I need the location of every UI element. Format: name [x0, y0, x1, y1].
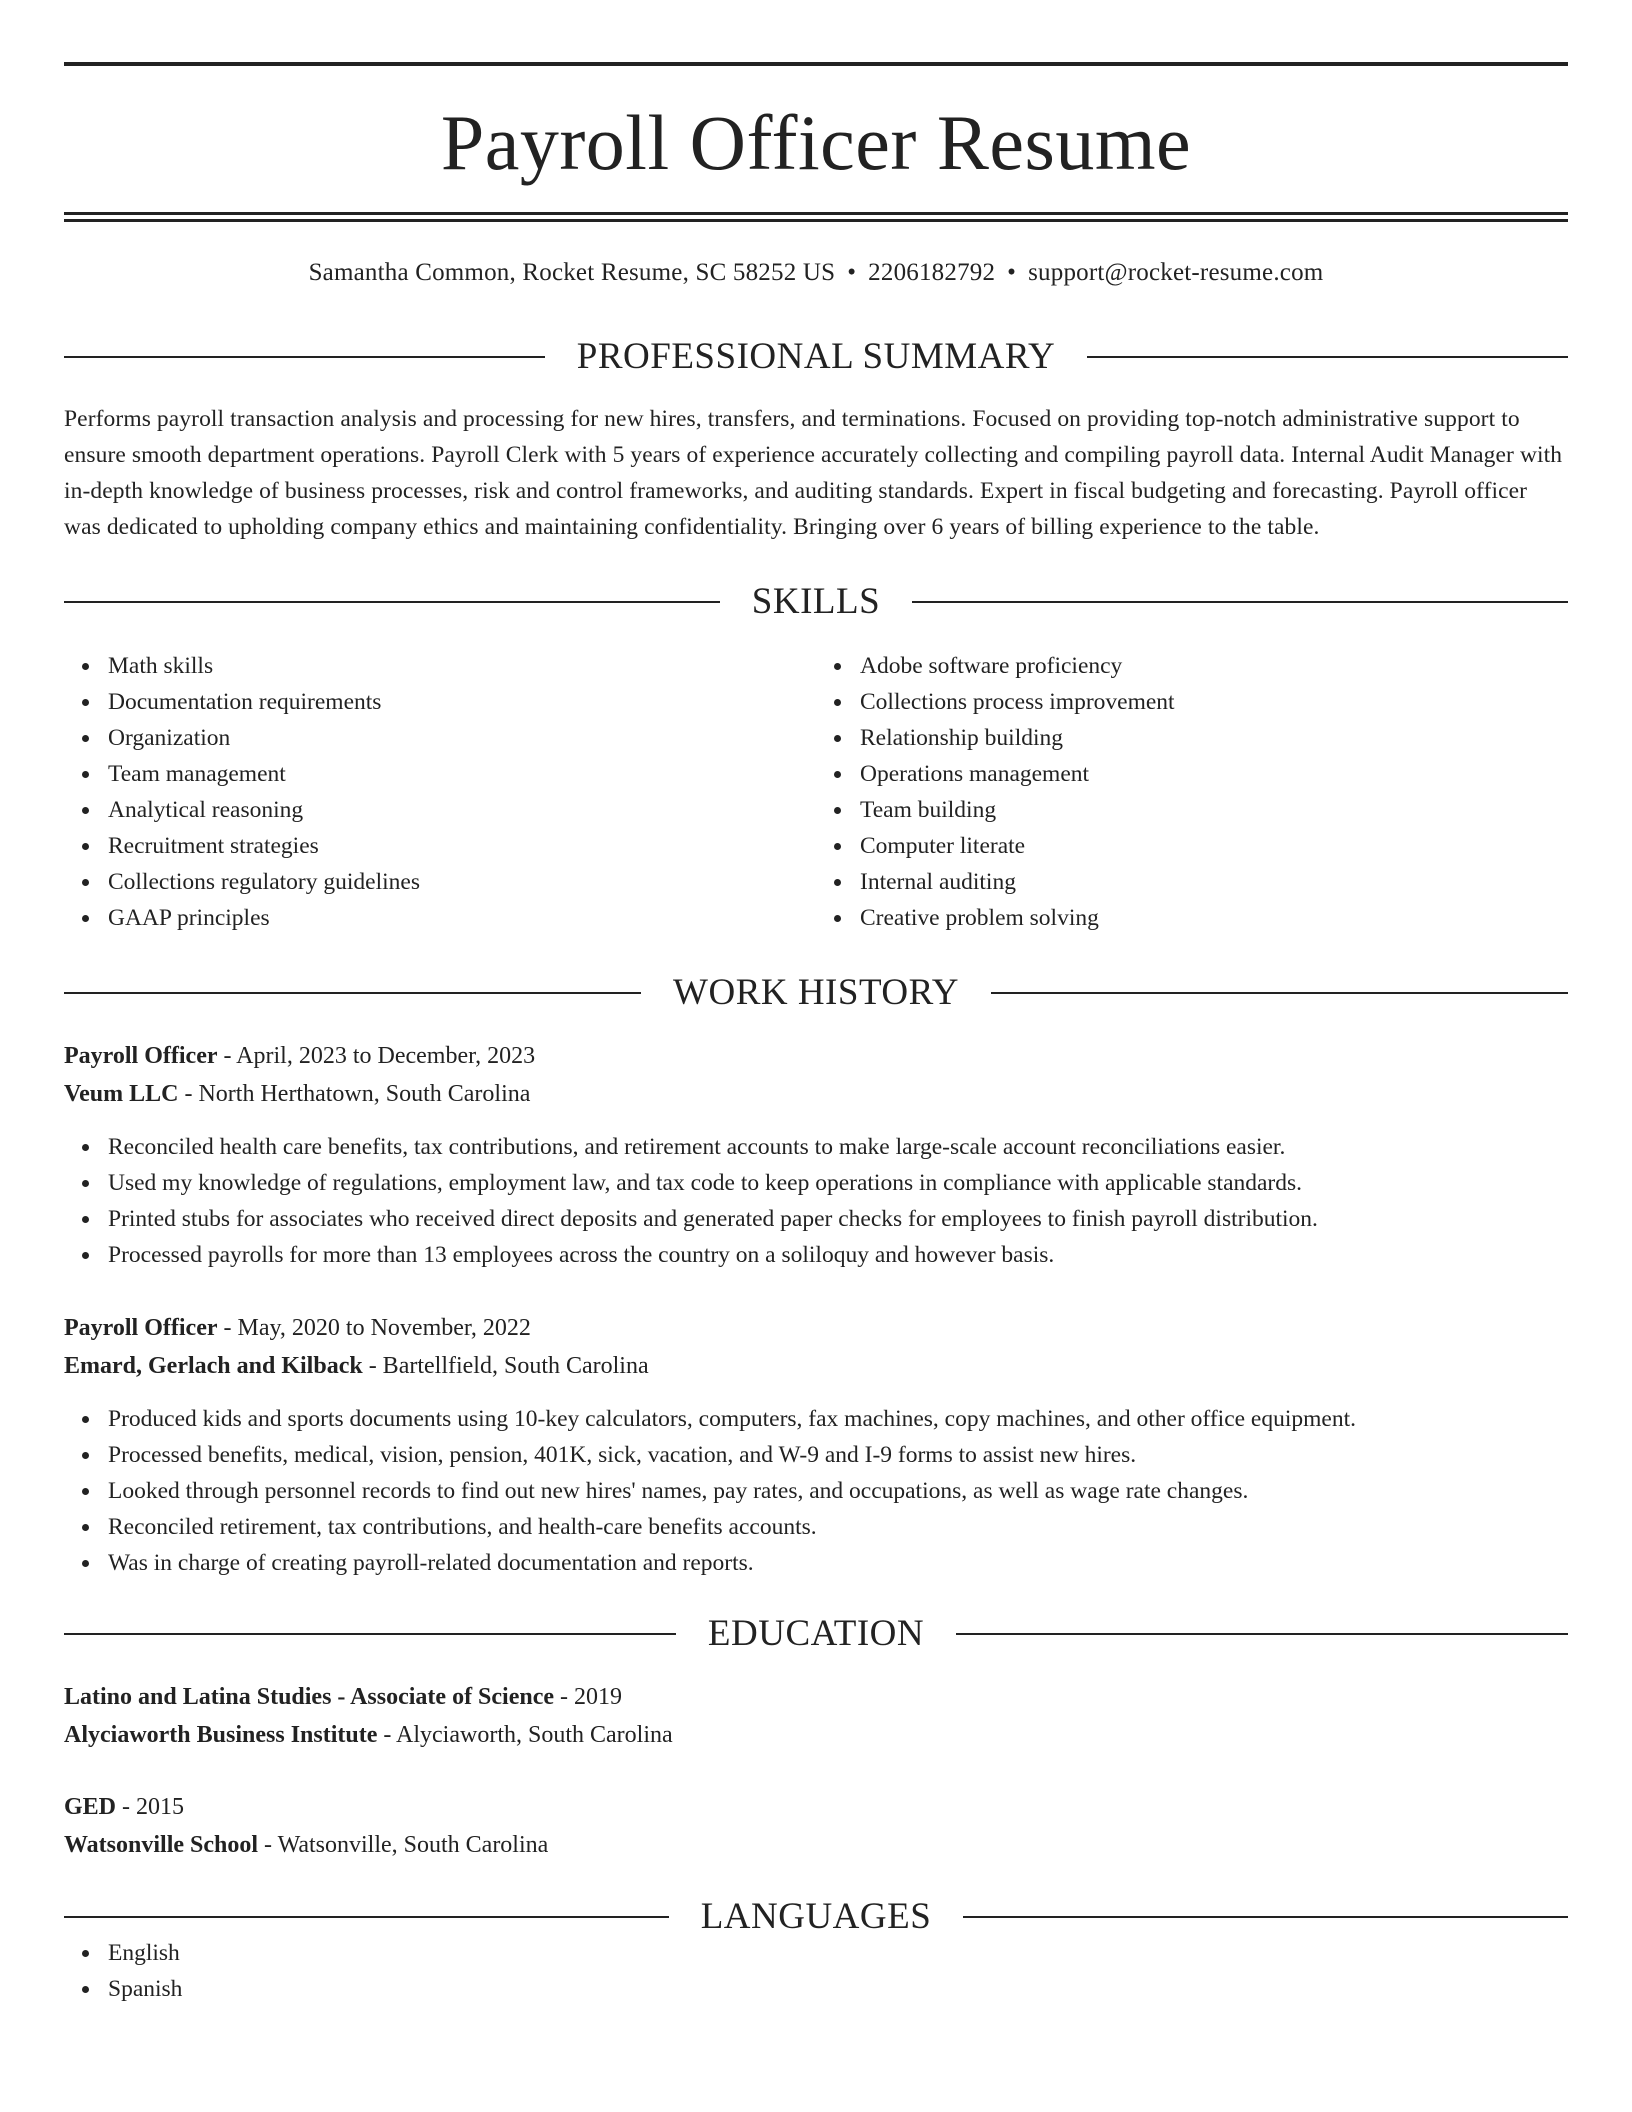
section-header-languages [64, 1898, 1568, 1935]
skill-item: Computer literate [860, 828, 1568, 864]
skill-item: Documentation requirements [108, 684, 816, 720]
job-bullet: Printed stubs for associates who received direct deposits and generated paper checks for employees to finish payroll distribution. [108, 1201, 1568, 1237]
skill-item: Recruitment strategies [108, 828, 816, 864]
job-dates: - May, 2020 to November, 2022 [217, 1315, 531, 1341]
skill-item: Organization [108, 720, 816, 756]
section-header-work [64, 974, 1568, 1011]
languages-list [64, 1935, 1568, 2007]
skill-item: Collections regulatory guidelines [108, 864, 816, 900]
job-title-line [64, 1037, 1568, 1075]
job-title-line [64, 1309, 1568, 1347]
job-company: Emard, Gerlach and Kilback [64, 1353, 363, 1379]
divider-line [963, 1916, 1568, 1918]
job-location: - Bartellfield, South Carolina [362, 1353, 649, 1379]
job-bullet: Was in charge of creating payroll-related documentation and reports. [108, 1545, 1568, 1581]
divider-line [64, 992, 641, 994]
divider-line [64, 1633, 676, 1635]
job-title: Payroll Officer [64, 1315, 218, 1341]
education-year: - 2019 [554, 1684, 623, 1710]
divider-line [64, 356, 545, 358]
education-degree-line [64, 1678, 1568, 1716]
divider-line [1087, 356, 1568, 358]
education-school: Alyciaworth Business Institute [64, 1722, 378, 1748]
skill-item: Adobe software proficiency [860, 648, 1568, 684]
education-degree: Latino and Latina Studies - Associate of Science [64, 1684, 555, 1710]
job-company-line [64, 1347, 1568, 1385]
contact-address: Samantha Common, Rocket Resume, SC 58252 US [308, 259, 836, 286]
divider-line [956, 1633, 1568, 1635]
skill-item: Internal auditing [860, 864, 1568, 900]
education-school: Watsonville School [64, 1832, 259, 1858]
contact-separator: • [847, 259, 857, 286]
contact-phone: 2206182792 [868, 259, 996, 286]
job-entry [64, 1309, 1568, 1581]
section-title: SKILLS [751, 581, 881, 622]
skill-item: Analytical reasoning [108, 792, 816, 828]
divider-line [912, 601, 1568, 603]
education-school-line [64, 1716, 1568, 1754]
section-header-education [64, 1615, 1568, 1652]
skill-item: Collections process improvement [860, 684, 1568, 720]
job-title: Payroll Officer [64, 1043, 218, 1069]
title-double-rule [64, 212, 1568, 222]
education-school-line [64, 1826, 1568, 1864]
language-item: English [108, 1935, 1568, 1971]
job-bullet: Used my knowledge of regulations, employment law, and tax code to keep operations in compliance with applicable standards. [108, 1165, 1568, 1201]
job-bullet: Reconciled retirement, tax contributions, and health-care benefits accounts. [108, 1509, 1568, 1545]
section-title: WORK HISTORY [673, 972, 959, 1013]
skills-columns [64, 648, 1568, 936]
job-location: - North Herthatown, South Carolina [178, 1081, 531, 1107]
language-item: Spanish [108, 1971, 1568, 2007]
job-bullet: Reconciled health care benefits, tax contributions, and retirement accounts to make large-scale account reconciliations easier. [108, 1129, 1568, 1165]
job-bullet: Looked through personnel records to find out new hires' names, pay rates, and occupations, as well as wage rate changes. [108, 1473, 1568, 1509]
summary-text: Performs payroll transaction analysis and processing for new hires, transfers, and terminations. Focused on providing top-notch administrative support to ensure smooth department operations. Payroll Clerk with 5 years of experience accurately collecting and compiling payroll data. Internal Audit Manager with in-depth knowledge of business processes, risk and control frameworks, and auditing standards. Expert in fiscal budgeting and forecasting. Payroll officer was dedicated to upholding company ethics and maintaining confidentiality. Bringing over 6 years of billing experience to the table. [64, 406, 1563, 540]
skills-list-right [816, 648, 1568, 936]
education-entry [64, 1678, 1568, 1754]
divider-line [64, 601, 720, 603]
skill-item: GAAP principles [108, 900, 816, 936]
section-title: EDUCATION [707, 1613, 925, 1654]
education-degree: GED [64, 1794, 117, 1820]
education-degree-line [64, 1788, 1568, 1826]
divider-line [64, 1916, 669, 1918]
job-company: Veum LLC [64, 1081, 179, 1107]
job-bullets [64, 1129, 1568, 1273]
job-entry [64, 1037, 1568, 1273]
job-bullet: Processed benefits, medical, vision, pension, 401K, sick, vacation, and W-9 and I-9 forms to assist new hires. [108, 1437, 1568, 1473]
contact-line [64, 258, 1568, 288]
education-location: - Alyciaworth, South Carolina [377, 1722, 673, 1748]
job-dates: - April, 2023 to December, 2023 [217, 1043, 536, 1069]
job-bullet: Produced kids and sports documents using 10-key calculators, computers, fax machines, copy machines, and other office equipment. [108, 1401, 1568, 1437]
divider-line [991, 992, 1568, 994]
education-year: - 2015 [116, 1794, 185, 1820]
job-bullet: Processed payrolls for more than 13 employees across the country on a soliloquy and however basis. [108, 1237, 1568, 1273]
contact-separator: • [1007, 259, 1017, 286]
section-title: PROFESSIONAL SUMMARY [576, 336, 1056, 377]
section-header-skills [64, 583, 1568, 620]
top-rule [64, 62, 1568, 66]
skill-item: Math skills [108, 648, 816, 684]
skill-item: Team building [860, 792, 1568, 828]
job-company-line [64, 1075, 1568, 1113]
section-header-summary [64, 338, 1568, 375]
education-entry [64, 1788, 1568, 1864]
skill-item: Creative problem solving [860, 900, 1568, 936]
skill-item: Relationship building [860, 720, 1568, 756]
contact-email: support@rocket-resume.com [1028, 259, 1324, 286]
skill-item: Operations management [860, 756, 1568, 792]
job-bullets [64, 1401, 1568, 1581]
skill-item: Team management [108, 756, 816, 792]
section-title: LANGUAGES [700, 1896, 932, 1937]
page-title: Payroll Officer Resume [440, 99, 1192, 186]
education-location: - Watsonville, South Carolina [258, 1832, 549, 1858]
skills-list-left [64, 648, 816, 936]
